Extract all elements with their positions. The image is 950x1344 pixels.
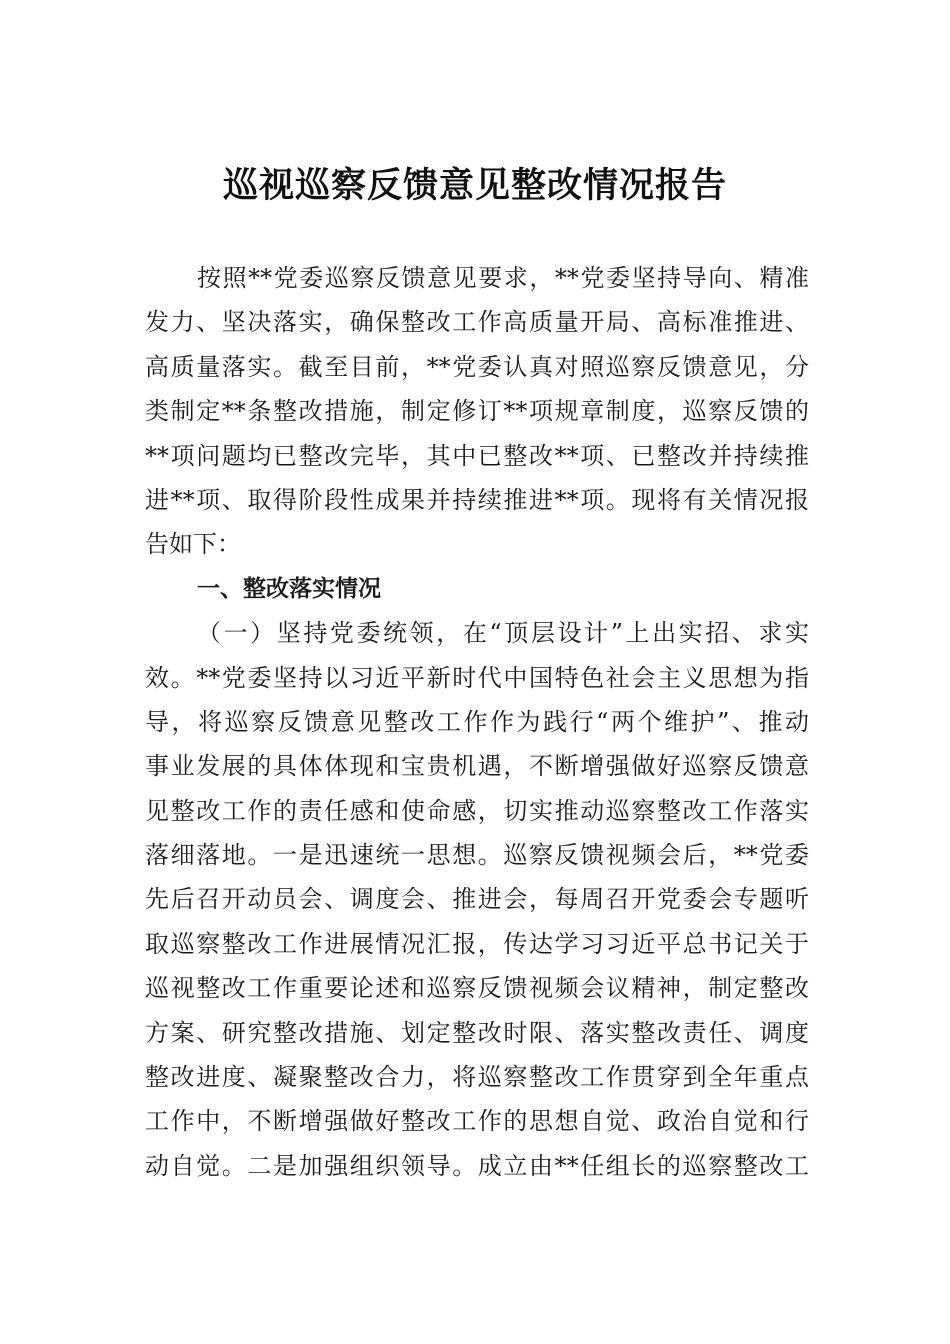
paragraph-2-line-8: 取巡察整改工作进展情况汇报，传达学习习近平总书记关于 bbox=[145, 929, 809, 958]
paragraph-1-line-1: 按照**党委巡察反馈意见要求，**党委坚持导向、精准 bbox=[197, 264, 809, 292]
paragraph-1-line-6: 进**项、取得阶段性成果并持续推进**项。现将有关情况报 bbox=[145, 485, 809, 514]
paragraph-2-line-4: 事业发展的具体体现和宝贵机遇，不断增强做好巡察反馈意 bbox=[145, 752, 809, 781]
paragraph-2-line-13: 动自觉。二是加强组织领导。成立由**任组长的巡察整改工 bbox=[145, 1151, 809, 1180]
paragraph-2-line-9: 巡视整改工作重要论述和巡察反馈视频会议精神，制定整改 bbox=[145, 974, 809, 1003]
paragraph-2-line-10: 方案、研究整改措施、划定整改时限、落实整改责任、调度 bbox=[145, 1018, 809, 1047]
paragraph-1-line-3: 高质量落实。截至目前，**党委认真对照巡察反馈意见，分 bbox=[145, 352, 809, 381]
paragraph-2-line-6: 落细落地。一是迅速统一思想。巡察反馈视频会后，**党委 bbox=[145, 841, 809, 870]
paragraph-1-line-2: 发力、坚决落实，确保整改工作高质量开局、高标准推进、 bbox=[145, 308, 809, 337]
paragraph-2-line-11: 整改进度、凝聚整改合力，将巡察整改工作贯穿到全年重点 bbox=[145, 1063, 809, 1092]
paragraph-1-line-5: **项问题均已整改完毕，其中已整改**项、已整改并持续推 bbox=[145, 441, 809, 470]
document-title: 巡视巡察反馈意见整改情况报告 bbox=[222, 165, 727, 206]
paragraph-2-line-1: （一）坚持党委统领，在“顶层设计”上出实招、求实 bbox=[197, 619, 809, 648]
paragraph-2-line-5: 见整改工作的责任感和使命感，切实推动巡察整改工作落实 bbox=[145, 796, 809, 825]
paragraph-1-line-7: 告如下： bbox=[145, 530, 241, 559]
document-body bbox=[145, 256, 809, 1188]
paragraph-2-line-7: 先后召开动员会、调度会、推进会，每周召开党委会专题听 bbox=[145, 885, 809, 914]
paragraph-2-line-2: 效。**党委坚持以习近平新时代中国特色社会主义思想为指 bbox=[145, 663, 809, 692]
paragraph-2-line-3: 导，将巡察反馈意见整改工作作为践行“两个维护”、推动 bbox=[145, 707, 809, 736]
section-heading-1: 一、整改落实情况 bbox=[197, 575, 381, 602]
paragraph-1-line-4: 类制定**条整改措施，制定修订**项规章制度，巡察反馈的 bbox=[145, 397, 809, 426]
paragraph-2-line-12: 工作中，不断增强做好整改工作的思想自觉、政治自觉和行 bbox=[145, 1107, 809, 1136]
